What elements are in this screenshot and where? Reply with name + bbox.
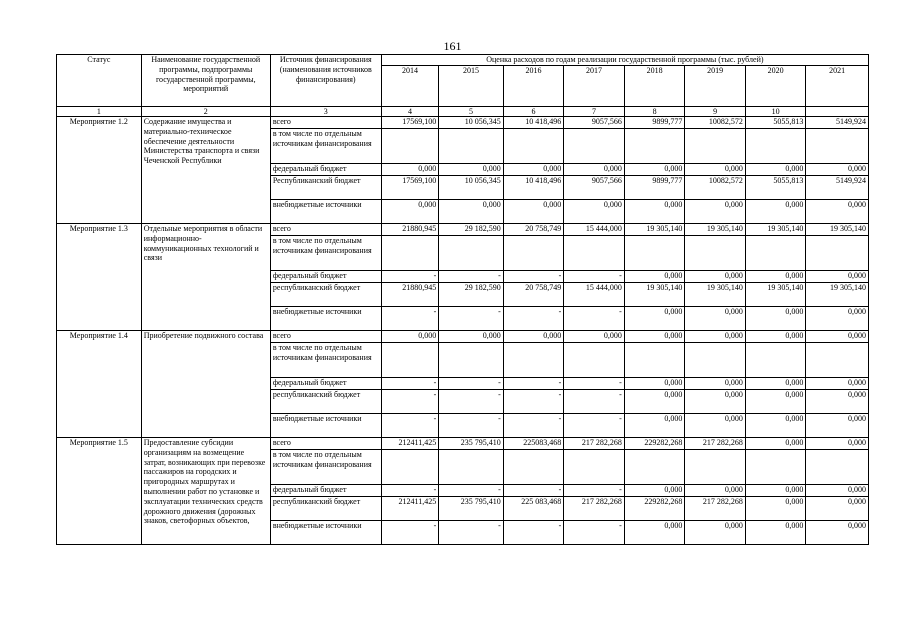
value-cell: 21880,945 <box>381 224 438 236</box>
value-cell: - <box>503 485 564 497</box>
value-cell: 0,000 <box>439 331 504 343</box>
column-number: 9 <box>685 107 746 117</box>
value-cell <box>503 236 564 271</box>
value-cell <box>439 236 504 271</box>
measure-status: Мероприятие 1.4 <box>57 331 142 438</box>
value-cell: 0,000 <box>685 521 746 545</box>
value-cell: 0,000 <box>685 200 746 224</box>
value-cell: 10 056,345 <box>439 176 504 200</box>
value-cell: 0,000 <box>503 164 564 176</box>
value-cell: 0,000 <box>439 164 504 176</box>
value-cell: 20 758,749 <box>503 224 564 236</box>
value-cell: 19 305,140 <box>685 224 746 236</box>
value-cell: 29 182,590 <box>439 224 504 236</box>
value-cell: 0,000 <box>806 414 869 438</box>
value-cell: 217 282,268 <box>564 438 625 450</box>
value-cell: 9899,777 <box>624 176 685 200</box>
value-cell: 235 795,410 <box>439 438 504 450</box>
value-cell: 0,000 <box>745 438 806 450</box>
value-cell: 0,000 <box>806 307 869 331</box>
value-cell: 19 305,140 <box>745 283 806 307</box>
value-cell <box>745 236 806 271</box>
column-number: 4 <box>381 107 438 117</box>
value-cell: - <box>439 271 504 283</box>
header-estimate: Оценка расходов по годам реализации государственной программы (тыс. рублей) <box>381 55 868 66</box>
value-cell: 0,000 <box>503 331 564 343</box>
value-cell <box>503 343 564 378</box>
funding-source: федеральный бюджет <box>270 378 381 390</box>
value-cell <box>806 450 869 485</box>
value-cell: 19 305,140 <box>685 283 746 307</box>
header-status: Статус <box>57 55 142 107</box>
value-cell: 0,000 <box>624 521 685 545</box>
value-cell <box>745 450 806 485</box>
value-cell <box>685 236 746 271</box>
value-cell: 21880,945 <box>381 283 438 307</box>
value-cell: 0,000 <box>745 307 806 331</box>
value-cell <box>564 129 625 164</box>
value-cell: - <box>439 521 504 545</box>
value-cell: 0,000 <box>564 200 625 224</box>
column-number <box>806 107 869 117</box>
funding-source: внебюджетные источники <box>270 200 381 224</box>
value-cell: - <box>381 271 438 283</box>
value-cell: 0,000 <box>806 390 869 414</box>
value-cell: 229282,268 <box>624 438 685 450</box>
value-cell: - <box>381 414 438 438</box>
value-cell: 0,000 <box>685 378 746 390</box>
value-cell: 225 083,468 <box>503 497 564 521</box>
value-cell: 0,000 <box>624 271 685 283</box>
measure-name: Содержание имущества и материально-техническое обеспечение деятельности Министерства транспорта и связи Чеченской Республики <box>141 117 270 224</box>
measure-status: Мероприятие 1.5 <box>57 438 142 545</box>
value-cell: 235 795,410 <box>439 497 504 521</box>
value-cell <box>806 343 869 378</box>
value-cell: 9057,566 <box>564 176 625 200</box>
value-cell: 5055,813 <box>745 176 806 200</box>
value-cell: - <box>439 414 504 438</box>
value-cell: 0,000 <box>745 390 806 414</box>
value-cell: 19 305,140 <box>806 224 869 236</box>
funding-source: федеральный бюджет <box>270 485 381 497</box>
measure-status: Мероприятие 1.2 <box>57 117 142 224</box>
table-row <box>57 438 869 450</box>
value-cell: 0,000 <box>806 164 869 176</box>
value-cell: 0,000 <box>745 414 806 438</box>
funding-source: в том числе по отдельным источникам финансирования <box>270 343 381 378</box>
funding-source: республиканский бюджет <box>270 283 381 307</box>
value-cell: 0,000 <box>624 414 685 438</box>
value-cell: - <box>564 521 625 545</box>
value-cell: 10 418,496 <box>503 176 564 200</box>
value-cell: 17569,100 <box>381 117 438 129</box>
value-cell: 212411,425 <box>381 497 438 521</box>
value-cell: - <box>381 485 438 497</box>
value-cell: 9057,566 <box>564 117 625 129</box>
value-cell: - <box>439 390 504 414</box>
value-cell: 0,000 <box>624 378 685 390</box>
value-cell: 0,000 <box>806 200 869 224</box>
value-cell: 0,000 <box>685 164 746 176</box>
value-cell: - <box>503 414 564 438</box>
value-cell: 0,000 <box>745 200 806 224</box>
value-cell: 0,000 <box>806 521 869 545</box>
value-cell <box>685 343 746 378</box>
value-cell <box>685 450 746 485</box>
value-cell: - <box>503 390 564 414</box>
funding-source: внебюджетные источники <box>270 414 381 438</box>
funding-source: всего <box>270 117 381 129</box>
value-cell: - <box>564 390 625 414</box>
value-cell: 225083,468 <box>503 438 564 450</box>
funding-source: всего <box>270 438 381 450</box>
value-cell: 17569,100 <box>381 176 438 200</box>
value-cell: 5149,924 <box>806 117 869 129</box>
funding-source: в том числе по отдельным источникам финансирования <box>270 129 381 164</box>
value-cell: - <box>503 521 564 545</box>
value-cell: 19 305,140 <box>806 283 869 307</box>
value-cell <box>745 129 806 164</box>
value-cell: - <box>381 307 438 331</box>
funding-source: всего <box>270 224 381 236</box>
funding-source: федеральный бюджет <box>270 164 381 176</box>
column-number: 3 <box>270 107 381 117</box>
value-cell: - <box>503 378 564 390</box>
value-cell <box>564 236 625 271</box>
value-cell <box>503 450 564 485</box>
value-cell <box>381 450 438 485</box>
value-cell <box>564 343 625 378</box>
column-number: 1 <box>57 107 142 117</box>
value-cell: 0,000 <box>381 164 438 176</box>
value-cell: - <box>439 378 504 390</box>
value-cell <box>439 450 504 485</box>
value-cell: - <box>503 307 564 331</box>
funding-source: внебюджетные источники <box>270 521 381 545</box>
value-cell <box>624 129 685 164</box>
value-cell: 5055,813 <box>745 117 806 129</box>
value-cell: - <box>564 271 625 283</box>
value-cell: 19 305,140 <box>624 283 685 307</box>
funding-source: в том числе по отдельным источникам финансирования <box>270 236 381 271</box>
value-cell: 0,000 <box>624 307 685 331</box>
value-cell: - <box>381 390 438 414</box>
measure-name: Предоставление субсидии организациям на возмещение затрат, возникающих при перевозке пассажиров на городских и пригородных маршрутах и выполнении работ по установке и эксплуатации технических средств дорожного движения (дорожных знаков, светофорных объектов, <box>141 438 270 545</box>
table-body <box>57 55 869 545</box>
value-cell: 9899,777 <box>624 117 685 129</box>
column-number: 5 <box>439 107 504 117</box>
page-number: 161 <box>443 39 462 53</box>
value-cell: 0,000 <box>685 390 746 414</box>
value-cell: 10 418,496 <box>503 117 564 129</box>
value-cell: - <box>564 485 625 497</box>
funding-source: республиканский бюджет <box>270 497 381 521</box>
value-cell: 0,000 <box>806 331 869 343</box>
value-cell: - <box>381 521 438 545</box>
value-cell: 19 305,140 <box>624 224 685 236</box>
value-cell: 0,000 <box>685 307 746 331</box>
value-cell: 0,000 <box>745 521 806 545</box>
value-cell: - <box>439 307 504 331</box>
value-cell <box>564 450 625 485</box>
value-cell: 217 282,268 <box>564 497 625 521</box>
value-cell: 10 056,345 <box>439 117 504 129</box>
value-cell: - <box>564 414 625 438</box>
value-cell: 0,000 <box>624 390 685 414</box>
value-cell: 0,000 <box>624 164 685 176</box>
header-row-top <box>57 55 869 66</box>
value-cell: 0,000 <box>745 164 806 176</box>
header-year: 2018 <box>624 66 685 107</box>
header-source: Источник финансирования (наименования источников финансирования) <box>270 55 381 107</box>
value-cell: 0,000 <box>685 414 746 438</box>
value-cell: 29 182,590 <box>439 283 504 307</box>
funding-source: Республиканский бюджет <box>270 176 381 200</box>
value-cell: 0,000 <box>806 271 869 283</box>
column-number: 2 <box>141 107 270 117</box>
value-cell: 0,000 <box>624 331 685 343</box>
value-cell: 0,000 <box>745 271 806 283</box>
measure-name: Отдельные мероприятия в области информационно-коммуникационных технологий и связи <box>141 224 270 331</box>
value-cell: 217 282,268 <box>685 438 746 450</box>
measure-name: Приобретение подвижного состава <box>141 331 270 438</box>
value-cell: - <box>439 485 504 497</box>
value-cell <box>439 343 504 378</box>
funding-source: всего <box>270 331 381 343</box>
value-cell <box>624 343 685 378</box>
value-cell: - <box>564 378 625 390</box>
header-year: 2017 <box>564 66 625 107</box>
value-cell <box>685 129 746 164</box>
value-cell: 0,000 <box>806 485 869 497</box>
value-cell: 0,000 <box>564 164 625 176</box>
value-cell: 0,000 <box>745 497 806 521</box>
value-cell: 0,000 <box>381 200 438 224</box>
value-cell <box>806 129 869 164</box>
value-cell: 0,000 <box>564 331 625 343</box>
table-row <box>57 117 869 129</box>
value-cell: 0,000 <box>806 497 869 521</box>
value-cell <box>624 236 685 271</box>
value-cell: 0,000 <box>685 331 746 343</box>
header-year: 2015 <box>439 66 504 107</box>
value-cell <box>806 236 869 271</box>
table-row <box>57 224 869 236</box>
column-number: 8 <box>624 107 685 117</box>
header-year: 2020 <box>745 66 806 107</box>
value-cell: 0,000 <box>503 200 564 224</box>
header-year: 2019 <box>685 66 746 107</box>
funding-source: федеральный бюджет <box>270 271 381 283</box>
value-cell: 10082,572 <box>685 117 746 129</box>
value-cell: 0,000 <box>745 485 806 497</box>
value-cell: 217 282,268 <box>685 497 746 521</box>
value-cell: 5149,924 <box>806 176 869 200</box>
header-name: Наименование государственной программы, подпрограммы государственной программы, мероприятий <box>141 55 270 107</box>
header-year: 2016 <box>503 66 564 107</box>
value-cell: 0,000 <box>745 378 806 390</box>
value-cell <box>439 129 504 164</box>
funding-source: внебюджетные источники <box>270 307 381 331</box>
value-cell: - <box>381 378 438 390</box>
value-cell: 0,000 <box>439 200 504 224</box>
value-cell: 15 444,000 <box>564 224 625 236</box>
column-number: 7 <box>564 107 625 117</box>
value-cell <box>381 236 438 271</box>
value-cell: 0,000 <box>806 378 869 390</box>
value-cell: 0,000 <box>745 331 806 343</box>
value-cell <box>624 450 685 485</box>
funding-source: республиканский бюджет <box>270 390 381 414</box>
value-cell: 10082,572 <box>685 176 746 200</box>
value-cell: 0,000 <box>381 331 438 343</box>
header-year: 2021 <box>806 66 869 107</box>
value-cell: 0,000 <box>624 200 685 224</box>
value-cell <box>381 343 438 378</box>
header-year: 2014 <box>381 66 438 107</box>
value-cell <box>503 129 564 164</box>
value-cell: 0,000 <box>624 485 685 497</box>
measure-status: Мероприятие 1.3 <box>57 224 142 331</box>
value-cell: 0,000 <box>685 271 746 283</box>
funding-source: в том числе по отдельным источникам финансирования <box>270 450 381 485</box>
column-number-row <box>57 107 869 117</box>
value-cell: 0,000 <box>806 438 869 450</box>
value-cell: 15 444,000 <box>564 283 625 307</box>
value-cell: 212411,425 <box>381 438 438 450</box>
value-cell: - <box>503 271 564 283</box>
value-cell: 20 758,749 <box>503 283 564 307</box>
value-cell <box>745 343 806 378</box>
table-row <box>57 331 869 343</box>
column-number: 6 <box>503 107 564 117</box>
value-cell: 0,000 <box>685 485 746 497</box>
value-cell: - <box>564 307 625 331</box>
value-cell: 19 305,140 <box>745 224 806 236</box>
value-cell: 229282,268 <box>624 497 685 521</box>
value-cell <box>381 129 438 164</box>
budget-table <box>56 54 869 545</box>
column-number: 10 <box>745 107 806 117</box>
